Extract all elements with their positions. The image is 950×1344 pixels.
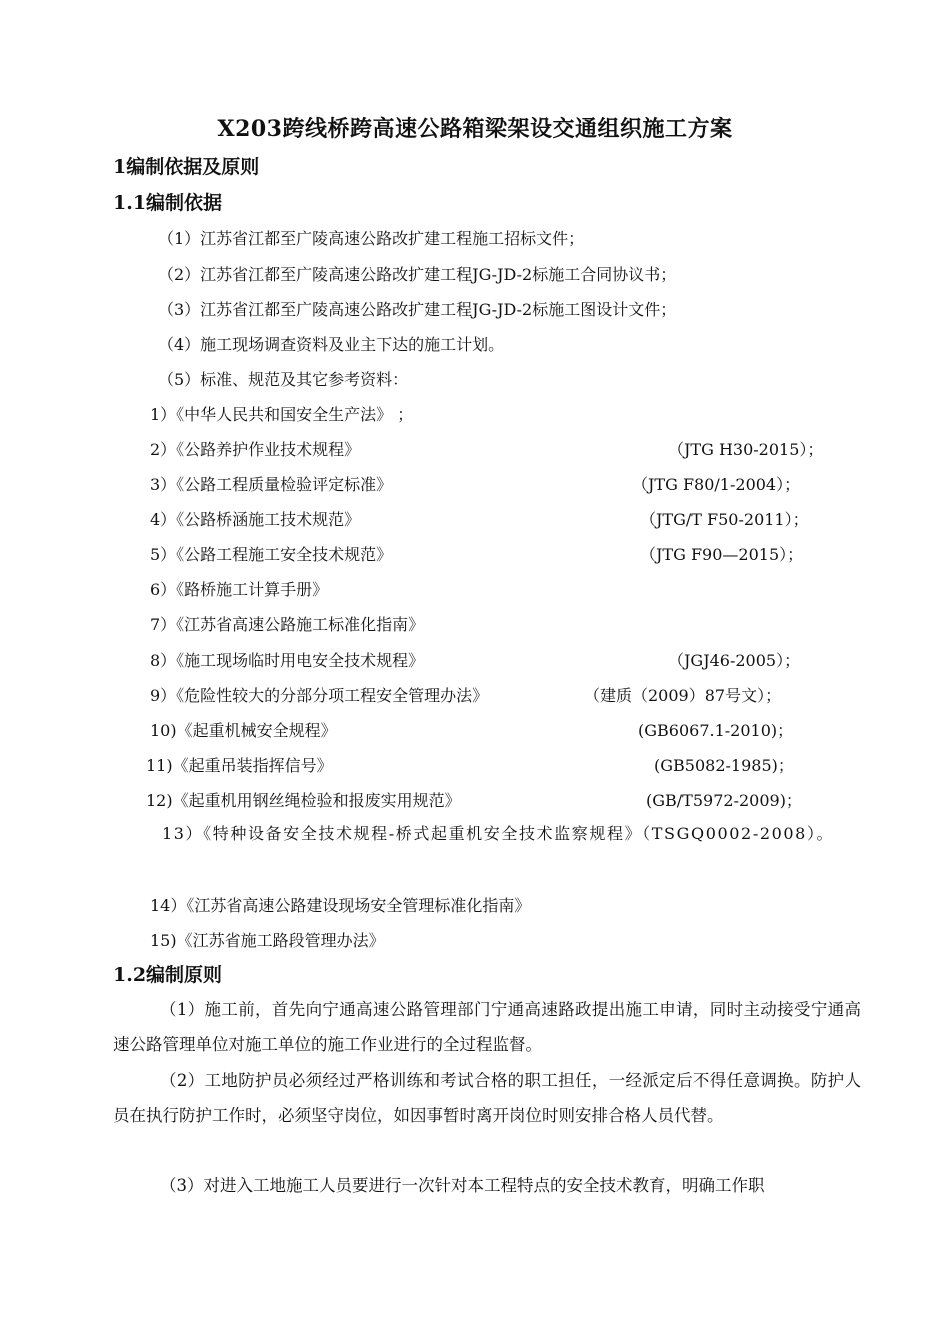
ref-4-name: 4）《公路桥涵施工技术规范》 (150, 510, 361, 529)
basis-item-3: （3）江苏省江都至广陵高速公路改扩建工程JG-JD-2标施工图设计文件； (158, 300, 677, 319)
ref-4-code: （JTG/T F50-2011）； (640, 510, 809, 529)
ref-15: 15)《江苏省施工路段管理办法》 (150, 931, 385, 950)
principle-1: （1）施工前，首先向宁通高速公路管理部门宁通高速路政提出施工申请，同时主动接受宁通高速公路管理单位对施工单位的施工作业进行的全过程监督。 (113, 1000, 861, 1054)
ref-3-code: （JTG F80/1-2004）； (632, 475, 801, 494)
ref-2-name: 2）《公路养护作业技术规程》 (150, 440, 361, 459)
ref-12-code: (GB/T5972-2009)； (646, 791, 802, 810)
ref-10-name: 10)《起重机械安全规程》 (150, 721, 337, 740)
ref-9-name: 9）《危险性较大的分部分项工程安全管理办法》 (150, 686, 489, 705)
principle-2: （2）工地防护员必须经过严格训练和考试合格的职工担任，一经派定后不得任意调换。防护人员在执行防护工作时，必须坚守岗位，如因事暂时离开岗位时则安排合格人员代替。 (113, 1071, 861, 1125)
ref-8-code: （JGJ46-2005）； (668, 651, 801, 670)
ref-12-name: 12)《起重机用钢丝绳检验和报废实用规范》 (146, 791, 461, 810)
ref-13: 13）《特种设备安全技术规程-桥式起重机安全技术监察规程》（TSGQ0002-2008）。 (162, 824, 835, 843)
ref-5-code: （JTG F90—2015）； (640, 545, 804, 564)
basis-item-4: （4）施工现场调查资料及业主下达的施工计划。 (158, 335, 505, 354)
heading-1-2: 1.2编制原则 (113, 964, 223, 986)
heading-1: 1编制依据及原则 (113, 156, 260, 178)
ref-8-name: 8）《施工现场临时用电安全技术规程》 (150, 651, 425, 670)
basis-item-5: （5）标准、规范及其它参考资料： (158, 370, 409, 389)
basis-item-2: （2）江苏省江都至广陵高速公路改扩建工程JG-JD-2标施工合同协议书； (158, 265, 677, 284)
ref-11-code: (GB5082-1985)； (654, 756, 794, 775)
principle-3: （3）对进入工地施工人员要进行一次针对本工程特点的安全技术教育，明确工作职 (160, 1176, 765, 1195)
ref-3-name: 3）《公路工程质量检验评定标准》 (150, 475, 393, 494)
ref-10-code: (GB6067.1-2010)； (638, 721, 794, 740)
basis-item-1: （1）江苏省江都至广陵高速公路改扩建工程施工招标文件； (158, 229, 585, 248)
ref-11-name: 11)《起重吊装指挥信号》 (146, 756, 333, 775)
ref-1-name: 1）《中华人民共和国安全生产法》 ； (150, 405, 414, 424)
ref-14: 14）《江苏省高速公路建设现场安全管理标准化指南》 (150, 896, 531, 915)
ref-9-code: （建质（2009）87号文）； (584, 686, 782, 705)
heading-1-1: 1.1编制依据 (113, 192, 223, 214)
ref-6-name: 6）《路桥施工计算手册》 (150, 580, 329, 599)
ref-5-name: 5）《公路工程施工安全技术规范》 (150, 545, 393, 564)
document-title: X203跨线桥跨高速公路箱梁架设交通组织施工方案 (217, 116, 733, 142)
ref-2-code: （JTG H30-2015）； (668, 440, 824, 459)
ref-7-name: 7）《江苏省高速公路施工标准化指南》 (150, 615, 425, 634)
